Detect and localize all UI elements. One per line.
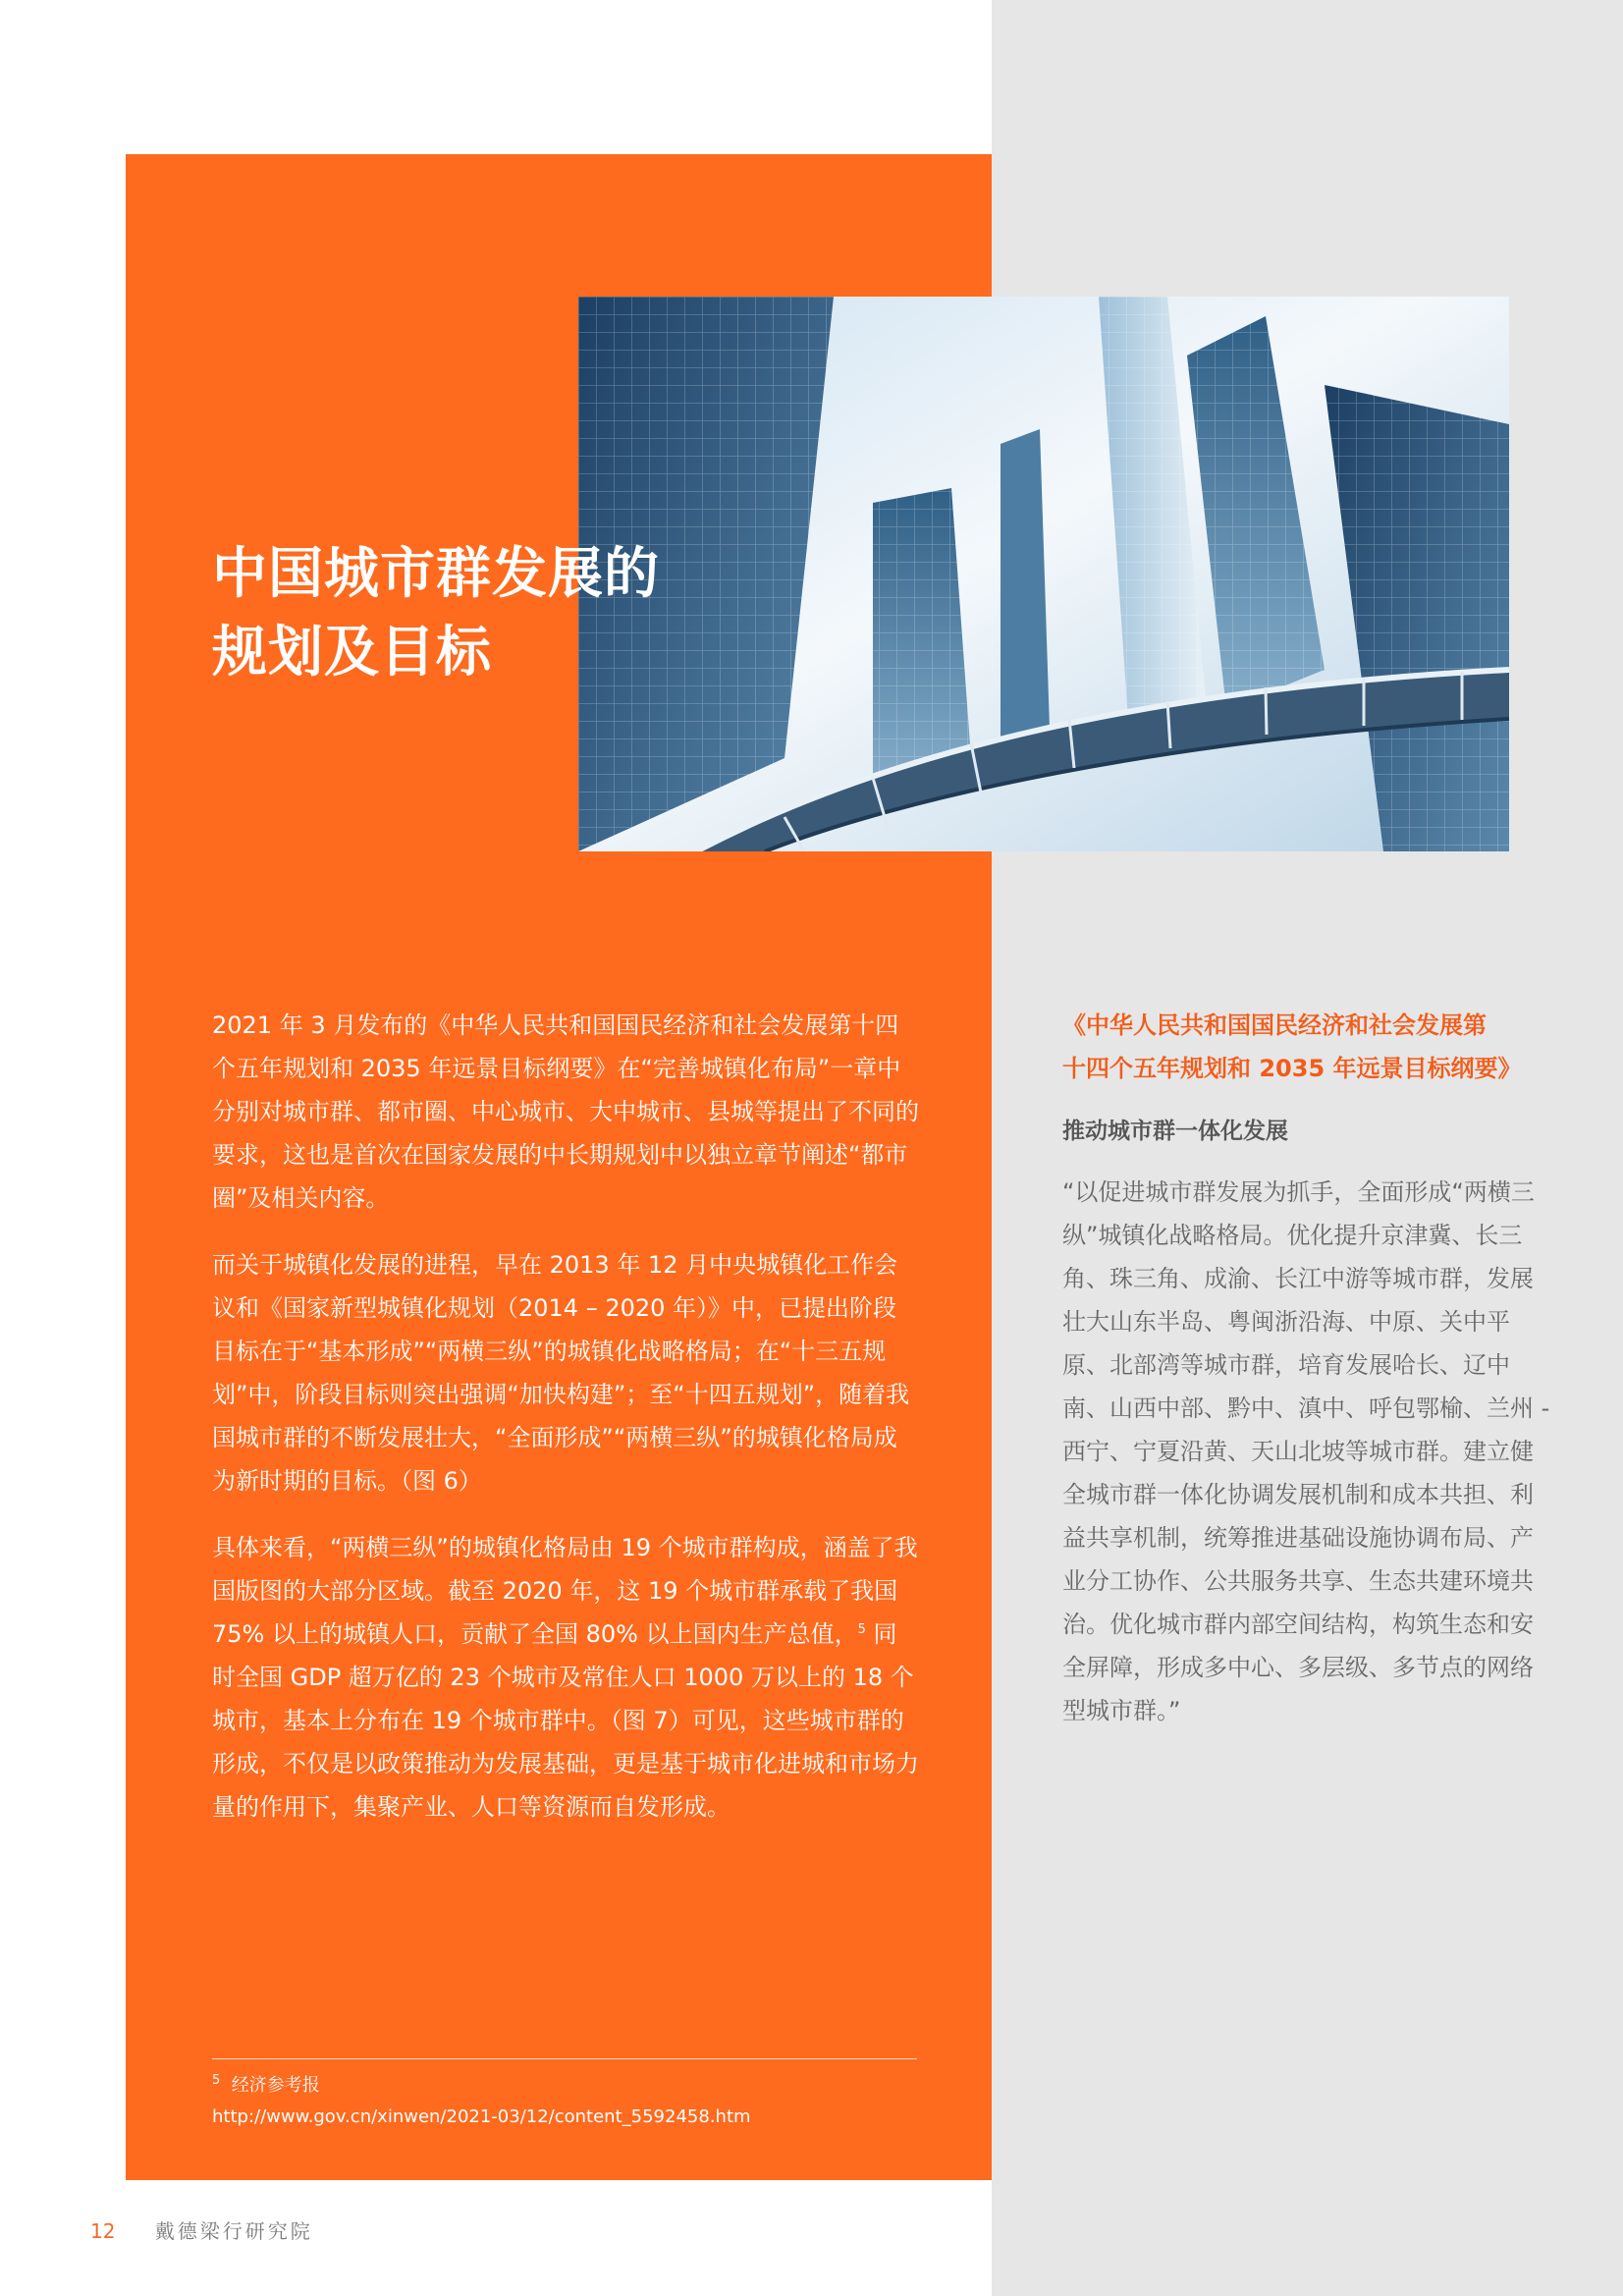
sidebar-title-line-2: 十四个五年规划和 2035 年远景目标纲要》 [1062, 1055, 1522, 1082]
footnote-source-line [212, 2070, 919, 2102]
sidebar-subtitle: 推动城市群一体化发展 [1062, 1119, 1288, 1144]
footnote-url[interactable]: http://www.gov.cn/xinwen/2021-03/12/content_5592458.htm [212, 2106, 751, 2127]
city-skyscrapers-photo [578, 297, 1509, 851]
footnote-source: 经济参考报 [231, 2075, 320, 2096]
body-paragraph-3 [212, 1526, 919, 1829]
skyscraper-illustration [578, 297, 1509, 851]
footnote [212, 2070, 919, 2133]
footnote-number: 5 [212, 2073, 221, 2088]
page-title-line-1: 中国城市群发展的 [212, 542, 660, 606]
page-footer [90, 2216, 313, 2246]
body-paragraph-3-part-2: 同时全国 GDP 超万亿的 23 个城市及常住人口 1000 万以上的 18 个城市，基本上分布在 19 个城市群中。（图 7）可见，这些城市群的形成，不仅是以政策推动为发展基础，更是基于城市化进城和市场力量的作用下，集聚产业、人口等资源而自发形成。 [212, 1620, 919, 1821]
body-paragraph-1: 2021 年 3 月发布的《中华人民共和国国民经济和社会发展第十四个五年规划和 2035 年远景目标纲要》在“完善城镇化布局”一章中分别对城市群、都市圈、中心城市、大中城市、县城等提出了不同的要求，这也是首次在国家发展的中长期规划中以独立章节阐述“都市圈”及相关内容。 [212, 1011, 919, 1212]
page-title-line-2: 规划及目标 [212, 621, 492, 684]
sidebar-title [1062, 1004, 1553, 1090]
body-paragraph-3-part-1: 具体来看，“两横三纵”的城镇化格局由 19 个城市群构成，涵盖了我国版图的大部分区域。截至 2020 年，这 19 个城市群承载了我国 75% 以上的城镇人口，贡献了全国 80% 以上国内生产总值， [212, 1534, 918, 1648]
organization-name: 戴德梁行研究院 [154, 2219, 313, 2243]
footnote-divider [212, 2058, 917, 2059]
sidebar-callout [1062, 1004, 1553, 1732]
page-title [212, 535, 660, 692]
body-paragraph-2: 而关于城镇化发展的进程，早在 2013 年 12 月中央城镇化工作会议和《国家新型城镇化规划（2014 – 2020 年）》中，已提出阶段目标在于“基本形成”“两横三纵”的城镇化战略格局；在“十三五规划”中，阶段目标则突出强调“加快构建”；至“十四五规划”，随着我国城市群的不断发展壮大，“全面形成”“两横三纵”的城镇化格局成为新时期的目标。（图 6） [212, 1251, 910, 1495]
footnote-reference-5[interactable]: 5 [857, 1622, 866, 1637]
sidebar-quote: “以促进城市群发展为抓手，全面形成“两横三纵”城镇化战略格局。优化提升京津冀、长三角、珠三角、成渝、长江中游等城市群，发展壮大山东半岛、粤闽浙沿海、中原、关中平原、北部湾等城市群，培育发展哈长、辽中南、山西中部、黔中、滇中、呼包鄂榆、兰州 - 西宁、宁夏沿黄、天山北坡等城市群。建立健全城市群一体化协调发展机制和成本共担、利益共享机制，统筹推进基础设施协调布局、产业分工协作、公共服务共享、生态共建环境共治。优化城市群内部空间结构，构筑生态和安全屏障，形成多中心、多层级、多节点的网络型城市群。” [1062, 1178, 1550, 1724]
main-body-text [212, 1004, 919, 1852]
sidebar-title-line-1: 《中华人民共和国国民经济和社会发展第 [1062, 1011, 1487, 1039]
page-number: 12 [90, 2219, 116, 2243]
